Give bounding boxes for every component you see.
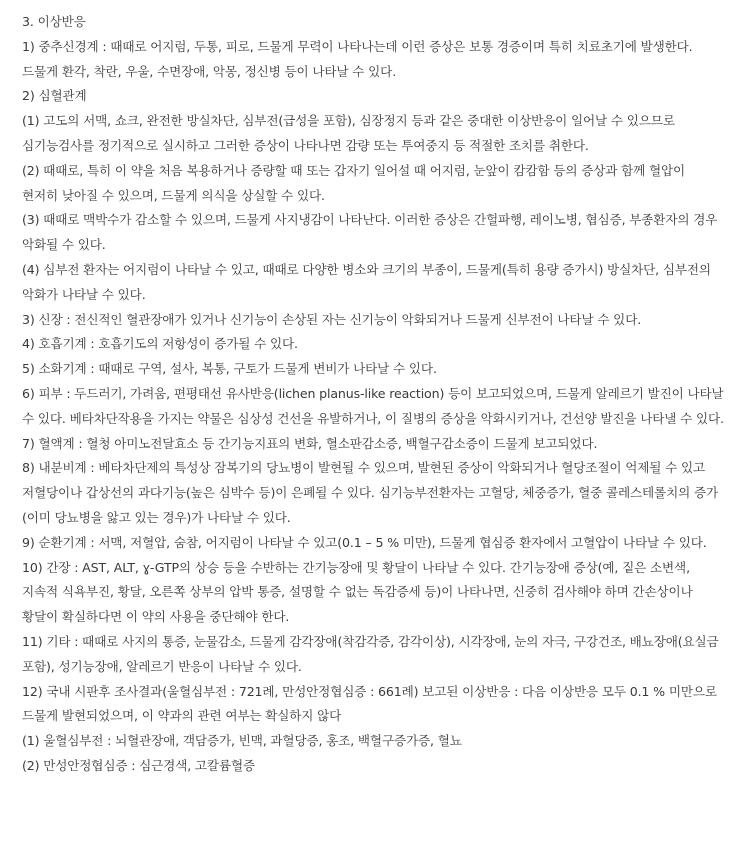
paragraph-circulatory: 9) 순환기계 : 서맥, 저혈압, 숨참, 어지럼이 나타날 수 있고(0.1 – 5 % 미만), 드물게 협심증 환자에서 고혈압이 나타날 수 있다. [22, 534, 707, 550]
paragraph-digestive: 5) 소화기계 : 때때로 구역, 설사, 복통, 구토가 드물게 변비가 나타날 수 있다. [22, 361, 437, 377]
paragraph-respiratory: 4) 호흡기계 : 호흡기도의 저항성이 증가될 수 있다. [22, 336, 298, 352]
paragraph-postmarketing: 12) 국내 시판후 조사결과(울혈심부전 : 721례, 만성안정협심증 : 661례) 보고된 이상반응 : 다음 이상반응 모두 0.1 % 미만으로 드물게 발현되었으며, 이 약과의 관련 여부는 확실하지 않다 [22, 683, 717, 724]
paragraph-cardio-4: (4) 심부전 환자는 어지럼이 나타날 수 있고, 때때로 다양한 병소와 크기의 부종이, 드물게(특히 용량 증가시) 방실차단, 심부전의 악화가 나타날 수 있다. [22, 261, 711, 302]
paragraph-endocrine: 8) 내분비계 : 베타차단제의 특성상 잠복기의 당뇨병이 발현될 수 있으며, 발현된 증상이 악화되거나 혈당조절이 억제될 수 있고 저혈당이나 갑상선의 과다기능(높은 심박수 등)이 은폐될 수 있다. 심기능부전환자는 고혈당, 체중증가, 혈중 콜레스테롤치의 증가(이미 당뇨병을 앓고 있는 경우)가 나타날 수 있다. [22, 460, 718, 525]
paragraph-cardio-1: (1) 고도의 서맥, 쇼크, 완전한 방실차단, 심부전(급성을 포함), 심장정지 등과 같은 중대한 이상반응이 일어날 수 있으므로 심기능검사를 정기적으로 실시하고 그러한 증상이 나타나면 감량 또는 투여중지 등 적절한 조치를 취한다. [22, 113, 675, 153]
paragraph-blood: 7) 혈액계 : 혈청 아미노전달효소 등 간기능지표의 변화, 혈소판감소증, 백혈구감소증이 드물게 보고되었다. [22, 435, 598, 451]
paragraph-postmarketing-1: (1) 울혈심부전 : 뇌혈관장애, 객담증가, 빈맥, 과혈당증, 홍조, 백혈구증가증, 혈뇨 [22, 733, 462, 749]
paragraph-cns: 1) 중추신경계 : 때때로 어지럼, 두통, 피로, 드물게 무력이 나타나는데 이런 증상은 보통 경증이며 특히 치료초기에 발생한다. 드물게 환각, 착란, 우울, 수면장애, 악몽, 정신병 등이 나타날 수 있다. [22, 38, 693, 79]
section-heading: 3. 이상반응 [22, 14, 86, 29]
subheading-cardiovascular: 2) 심혈관계 [22, 88, 87, 104]
paragraph-postmarketing-2: (2) 만성안정협심증 : 심근경색, 고칼륨혈증 [22, 757, 255, 773]
paragraph-other: 11) 기타 : 때때로 사지의 통증, 눈물감소, 드물게 감각장애(착감각증, 감각이상), 시각장애, 눈의 자극, 구강건조, 배뇨장애(요실금 포함), 성기능장애, 알레르기 반응이 나타날 수 있다. [22, 633, 719, 674]
paragraph-skin: 6) 피부 : 두드러기, 가려움, 편평태선 유사반응(lichen planus-like reaction) 등이 보고되었으며, 드물게 알레르기 발진이 나타날 수 있다. 베타차단작용을 가지는 약물은 심상성 건선을 유발하거나, 이 질병의 증상을 악화시키거나, 건선양 발진을 나타낼 수 있다. [22, 385, 724, 426]
paragraph-cardio-3: (3) 때때로 맥박수가 감소할 수 있으며, 드물게 사지냉감이 나타난다. 이러한 증상은 간헐파행, 레이노병, 협심증, 부종환자의 경우 악화될 수 있다. [22, 212, 718, 253]
paragraph-cardio-2: (2) 때때로, 특히 이 약을 처음 복용하거나 증량할 때 또는 갑자기 일어설 때 어지럼, 눈앞이 캄캄함 등의 증상과 함께 혈압이 현저히 낮아질 수 있으며, 드물게 의식을 상실할 수 있다. [22, 162, 686, 203]
paragraph-liver: 10) 간장 : AST, ALT, ɣ-GTP의 상승 등을 수반하는 간기능장애 및 황달이 나타날 수 있다. 간기능장애 증상(예, 짙은 소변색, 지속적 식욕부진, 황달, 오른쪽 상부의 압박 통증, 설명할 수 없는 독감증세 등)이 나타나면, 신중히 검사해야 하며 간손상이나 황달이 확실하다면 이 약의 사용을 중단해야 한다. [22, 559, 693, 625]
paragraph-kidney: 3) 신장 : 전신적인 혈관장애가 있거나 신기능이 손상된 자는 신기능이 악화되거나 드물게 신부전이 나타날 수 있다. [22, 311, 642, 327]
